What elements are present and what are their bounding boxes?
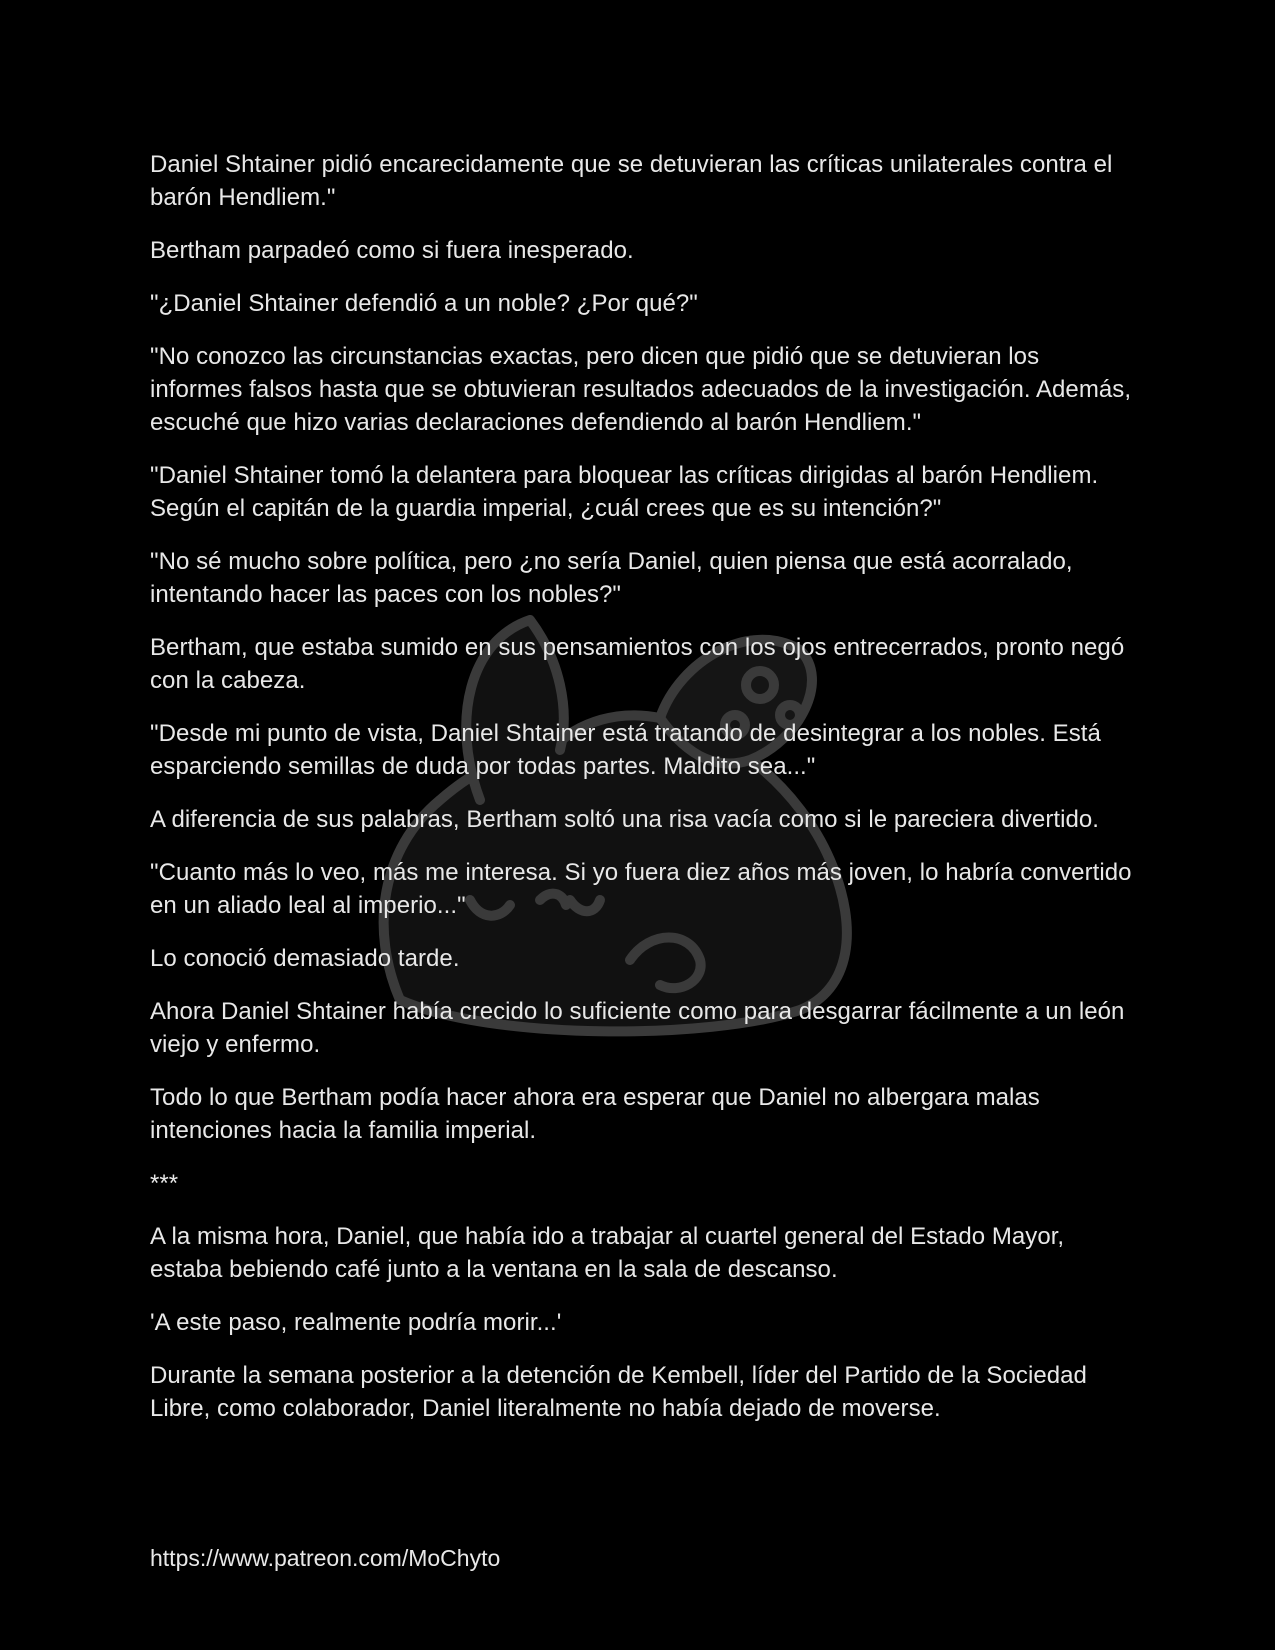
paragraph: Durante la semana posterior a la detención de Kembell, líder del Partido de la Sociedad Libre, como colaborador, Daniel literalmente no había dejado de moverse. xyxy=(150,1362,1087,1422)
paragraph: Bertham parpadeó como si fuera inesperado. xyxy=(150,237,634,264)
paragraph: "Desde mi punto de vista, Daniel Shtainer está tratando de desintegrar a los nobles. Está esparciendo semillas de duda por todas partes. Maldito sea..." xyxy=(150,720,1101,780)
document-body xyxy=(150,148,1135,1445)
paragraph: Ahora Daniel Shtainer había crecido lo suficiente como para desgarrar fácilmente a un león viejo y enfermo. xyxy=(150,998,1125,1058)
section-break: *** xyxy=(150,1170,179,1197)
paragraph: A la misma hora, Daniel, que había ido a trabajar al cuartel general del Estado Mayor, estaba bebiendo café junto a la ventana en la sala de descanso. xyxy=(150,1223,1065,1283)
paragraph: A diferencia de sus palabras, Bertham soltó una risa vacía como si le pareciera divertido. xyxy=(150,806,1099,833)
paragraph: "Daniel Shtainer tomó la delantera para bloquear las críticas dirigidas al barón Hendliem. Según el capitán de la guardia imperial, ¿cuál crees que es su intención?" xyxy=(150,462,1099,522)
paragraph: Daniel Shtainer pidió encarecidamente que se detuvieran las críticas unilaterales contra el barón Hendliem." xyxy=(150,151,1113,211)
paragraph: 'A este paso, realmente podría morir...' xyxy=(150,1309,562,1336)
paragraph: "Cuanto más lo veo, más me interesa. Si yo fuera diez años más joven, lo habría convertido en un aliado leal al imperio..." xyxy=(150,859,1132,919)
patreon-link[interactable]: https://www.patreon.com/MoChyto xyxy=(150,1545,501,1571)
paragraph: "¿Daniel Shtainer defendió a un noble? ¿Por qué?" xyxy=(150,290,698,317)
paragraph: Bertham, que estaba sumido en sus pensamientos con los ojos entrecerrados, pronto negó con la cabeza. xyxy=(150,634,1125,694)
paragraph: Lo conoció demasiado tarde. xyxy=(150,945,460,972)
paragraph: "No sé mucho sobre política, pero ¿no sería Daniel, quien piensa que está acorralado, intentando hacer las paces con los nobles?" xyxy=(150,548,1073,608)
paragraph: "No conozco las circunstancias exactas, pero dicen que pidió que se detuvieran los informes falsos hasta que se obtuvieran resultados adecuados de la investigación. Además, escuché que hizo varias declaraciones defendiendo al barón Hendliem." xyxy=(150,343,1132,436)
paragraph: Todo lo que Bertham podía hacer ahora era esperar que Daniel no albergara malas intenciones hacia la familia imperial. xyxy=(150,1084,1040,1144)
